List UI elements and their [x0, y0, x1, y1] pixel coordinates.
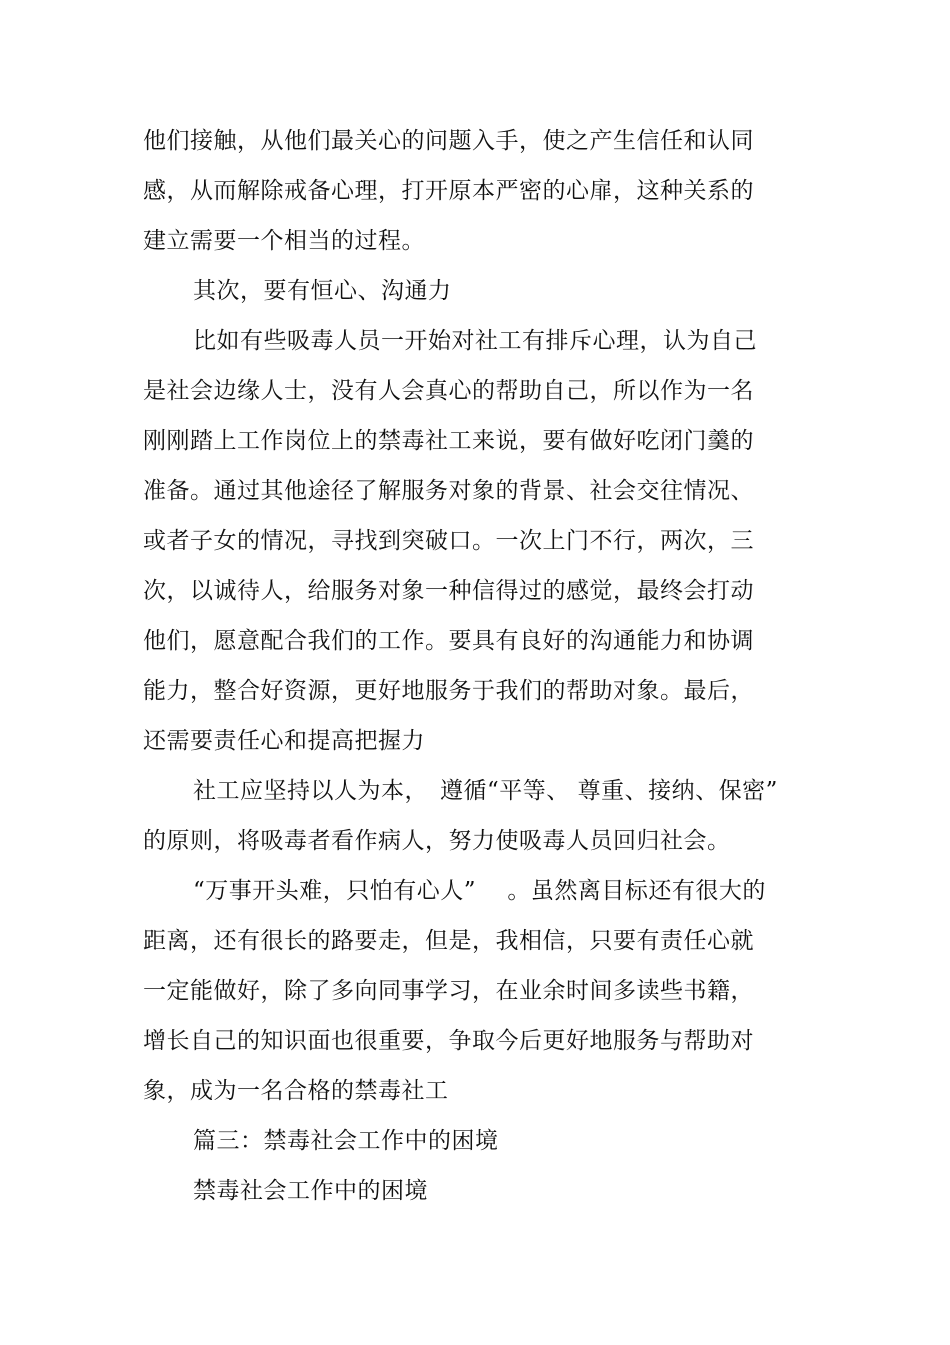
text-line: 是社会边缘人士，没有人会真心的帮助自己，所以作为一名	[143, 378, 754, 404]
text-line: 一定能做好，除了多向同事学习，在业余时间多读些书籍，	[143, 978, 754, 1004]
text-line: 象，成为一名合格的禁毒社工	[143, 1078, 449, 1104]
section-heading: 篇三：禁毒社会工作中的困境	[193, 1128, 499, 1154]
text-line: 的原则，将吸毒者看作病人，努力使吸毒人员回归社会。	[143, 828, 731, 854]
text-line: “万事开头难，只怕有心人” 。虽然离目标还有很大的	[193, 878, 766, 904]
text-line: 或者子女的情况，寻找到突破口。一次上门不行，两次，三	[143, 528, 754, 554]
text-line: 社工应坚持以人为本， 遵循“平等、 尊重、接纳、保密”	[193, 778, 778, 804]
text-line: 刚刚踏上工作岗位上的禁毒社工来说，要有做好吃闭门羹的	[143, 428, 754, 454]
text-line: 他们接触，从他们最关心的问题入手，使之产生信任和认同	[143, 128, 754, 154]
text-line: 比如有些吸毒人员一开始对社工有排斥心理，认为自己	[193, 328, 757, 354]
text-line: 距离，还有很长的路要走，但是，我相信，只要有责任心就	[143, 928, 754, 954]
text-line: 能力，整合好资源，更好地服务于我们的帮助对象。最后，	[143, 678, 754, 704]
text-line: 建立需要一个相当的过程。	[143, 228, 425, 254]
text-line: 还需要责任心和提高把握力	[143, 728, 425, 754]
text-line: 他们，愿意配合我们的工作。要具有良好的沟通能力和协调	[143, 628, 754, 654]
text-line: 增长自己的知识面也很重要，争取今后更好地服务与帮助对	[143, 1028, 754, 1054]
text-line: 其次，要有恒心、沟通力	[193, 278, 452, 304]
text-line: 次，以诚待人，给服务对象一种信得过的感觉，最终会打动	[143, 578, 754, 604]
text-line: 准备。通过其他途径了解服务对象的背景、社会交往情况、	[143, 478, 754, 504]
text-line: 感，从而解除戒备心理，打开原本严密的心扉，这种关系的	[143, 178, 754, 204]
section-heading: 禁毒社会工作中的困境	[193, 1178, 428, 1204]
